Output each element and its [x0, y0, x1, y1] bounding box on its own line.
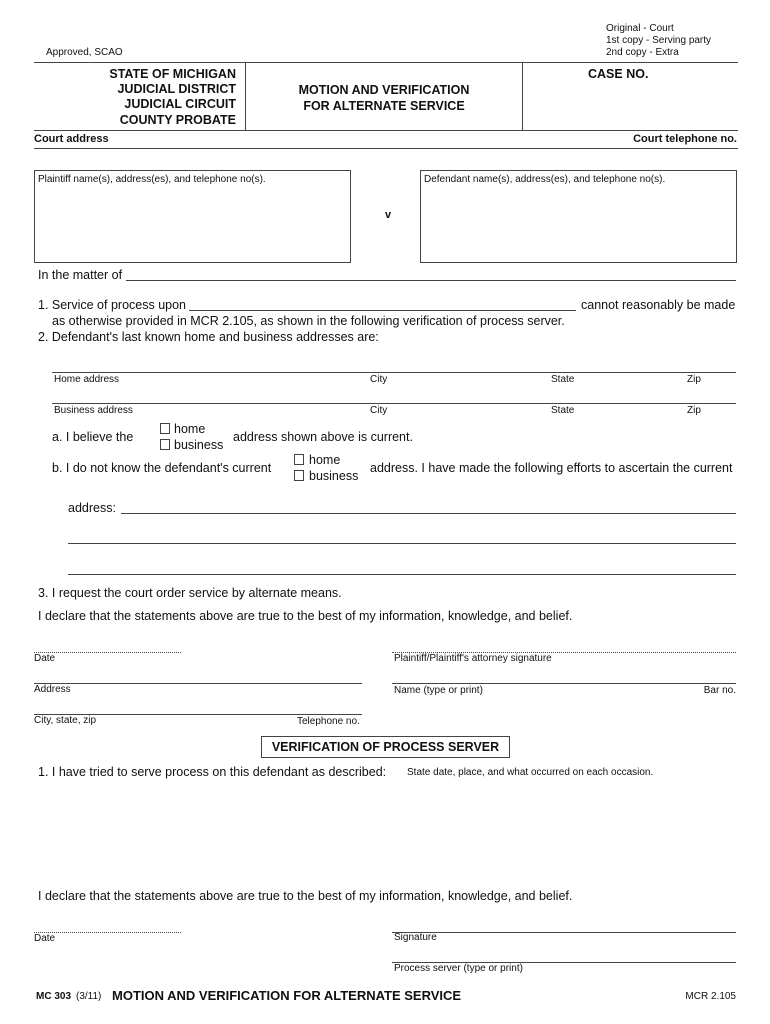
item3-text: 3. I request the court order service by alternate means. — [38, 586, 342, 600]
option-a-home-label: home — [174, 422, 206, 436]
case-no-input[interactable] — [527, 110, 735, 124]
option-a-prefix: a. I believe the — [52, 430, 134, 444]
server-signature-input[interactable] — [392, 918, 736, 933]
server-name-input[interactable] — [392, 948, 736, 963]
business-address-label: Business address — [54, 405, 133, 416]
footer-rule: MCR 2.105 — [685, 991, 736, 1002]
option-b-business-label: business — [309, 469, 359, 483]
motion-date-label: Date — [34, 653, 56, 664]
versus-mark: v — [385, 209, 392, 221]
footer-revision: (3/11) — [76, 991, 102, 1002]
header-bottom-rule — [34, 130, 738, 131]
bar-no-label: Bar no. — [703, 685, 736, 696]
business-zip-label: Zip — [687, 405, 701, 416]
court-phone-label: Court telephone no. — [633, 133, 737, 145]
telephone-label: Telephone no. — [297, 716, 360, 727]
option-a-home-checkbox[interactable] — [160, 423, 170, 434]
verification-hint: State date, place, and what occurred on each occasion. — [407, 767, 654, 778]
home-address-label: Home address — [54, 374, 120, 385]
header-divider-right — [522, 62, 523, 130]
home-city-label: City — [370, 374, 388, 385]
matter-label: In the matter of — [38, 268, 123, 282]
option-b-suffix: address. I have made the following efforts to ascertain the current — [370, 461, 733, 475]
verification-item1: 1. I have tried to serve process on this defendant as described: — [38, 765, 387, 779]
filer-address-label: Address — [34, 684, 71, 695]
footer-form-no: MC 303 — [36, 991, 72, 1002]
efforts-line-2[interactable] — [68, 529, 736, 544]
court-probate: COUNTY PROBATE — [119, 113, 236, 127]
distribution-first-copy: 1st copy - Serving party — [606, 35, 712, 46]
form-title-line1: MOTION AND VERIFICATION — [298, 83, 470, 97]
motion-date-input[interactable] — [34, 638, 181, 653]
distribution-second-copy: 2nd copy - Extra — [606, 47, 679, 58]
attorney-signature-label: Plaintiff/Plaintiff's attorney signature — [394, 653, 552, 664]
business-address-input[interactable] — [52, 389, 736, 404]
verification-heading-box — [261, 736, 510, 758]
form-title-line2: FOR ALTERNATE SERVICE — [303, 99, 465, 113]
case-no-label: CASE NO. — [588, 67, 649, 81]
filer-city-state-zip-input[interactable] — [34, 700, 362, 715]
item1-line2: as otherwise provided in MCR 2.105, as shown in the following verification of process server. — [52, 314, 565, 328]
defendant-box[interactable] — [420, 170, 737, 263]
service-attempts-textarea[interactable] — [38, 784, 740, 880]
item1-prefix: 1. Service of process upon — [38, 298, 186, 312]
matter-input[interactable] — [126, 266, 736, 281]
court-state: STATE OF MICHIGAN — [109, 67, 236, 81]
option-b-prefix: b. I do not know the defendant's current — [52, 461, 272, 475]
city-state-zip-label: City, state, zip — [34, 715, 97, 726]
option-a-suffix: address shown above is current. — [233, 430, 413, 444]
home-address-input[interactable] — [52, 358, 736, 373]
option-b-business-checkbox[interactable] — [294, 470, 304, 481]
home-zip-label: Zip — [687, 374, 701, 385]
attorney-name-input[interactable] — [392, 669, 736, 684]
business-state-label: State — [551, 405, 575, 416]
distribution-original: Original - Court — [606, 23, 674, 34]
server-name-label: Process server (type or print) — [394, 963, 523, 974]
court-address-rule — [34, 148, 738, 149]
business-city-label: City — [370, 405, 388, 416]
option-b-home-checkbox[interactable] — [294, 454, 304, 465]
served-party-input[interactable] — [189, 296, 576, 311]
plaintiff-box[interactable] — [34, 170, 351, 263]
verification-date-label: Date — [34, 933, 56, 944]
filer-address-input[interactable] — [34, 669, 362, 684]
efforts-line-1[interactable] — [121, 499, 736, 514]
option-b-home-label: home — [309, 453, 341, 467]
server-signature-label: Signature — [394, 932, 437, 943]
efforts-line-3[interactable] — [68, 560, 736, 575]
header-top-rule — [34, 62, 738, 63]
attorney-name-label: Name (type or print) — [394, 685, 483, 696]
motion-declaration: I declare that the statements above are true to the best of my information, knowledge, and belief. — [38, 609, 573, 623]
efforts-address-label: address: — [68, 501, 116, 515]
item1-suffix: cannot reasonably be made — [581, 298, 736, 312]
verification-date-input[interactable] — [34, 918, 181, 933]
footer-title: MOTION AND VERIFICATION FOR ALTERNATE SERVICE — [112, 988, 462, 1003]
court-circuit: JUDICIAL CIRCUIT — [124, 97, 236, 111]
plaintiff-label: Plaintiff name(s), address(es), and telephone no(s). — [38, 174, 266, 185]
option-a-business-label: business — [174, 438, 224, 452]
approval-note: Approved, SCAO — [46, 47, 123, 58]
home-state-label: State — [551, 374, 575, 385]
option-a-business-checkbox[interactable] — [160, 439, 170, 450]
item2-text: 2. Defendant's last known home and business addresses are: — [38, 330, 379, 344]
court-district: JUDICIAL DISTRICT — [117, 82, 236, 96]
verification-declaration: I declare that the statements above are true to the best of my information, knowledge, and belief. — [38, 889, 573, 903]
court-address-label: Court address — [34, 133, 109, 145]
verification-heading: VERIFICATION OF PROCESS SERVER — [271, 740, 500, 754]
defendant-label: Defendant name(s), address(es), and telephone no(s). — [424, 174, 666, 185]
attorney-signature-input[interactable] — [392, 638, 736, 653]
